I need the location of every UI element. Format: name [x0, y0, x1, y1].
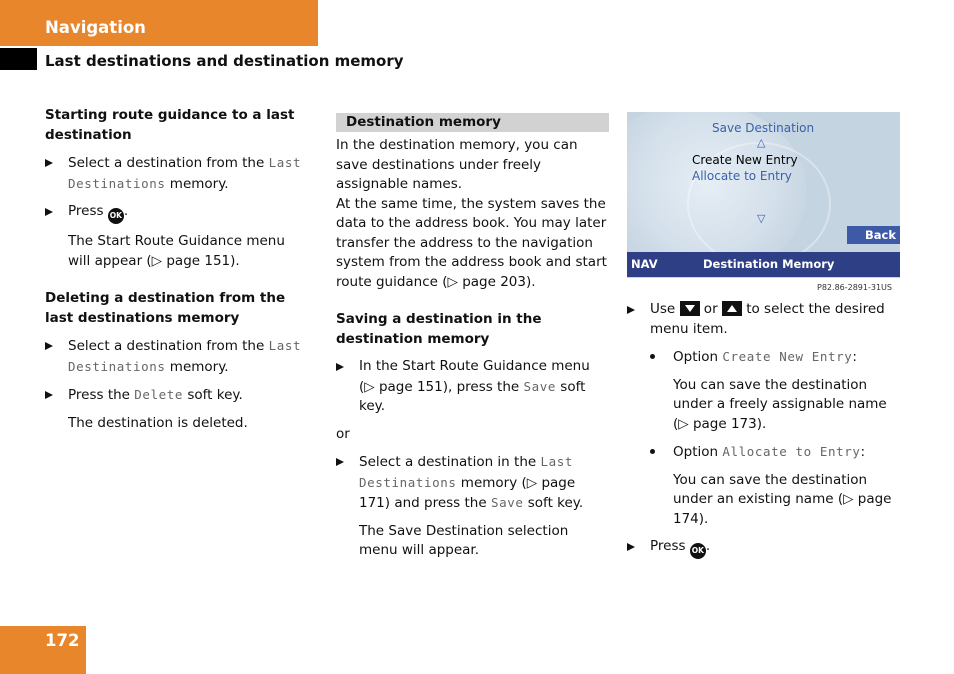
triangle-right-icon: [627, 306, 635, 314]
section-marker: [0, 48, 37, 70]
heading-saving-destination: Saving a destination in the destination memory: [336, 311, 542, 347]
save-menu-result: The Save Destination selection menu will appear.: [359, 522, 569, 558]
status-nav-label: NAV: [631, 257, 658, 271]
column-1: [45, 106, 307, 433]
triangle-right-icon: [45, 391, 53, 399]
step-select-destination: Select a destination from the Last Destinations memory.: [45, 153, 307, 194]
page-number: 172: [45, 631, 80, 650]
option-create-new-entry-desc: You can save the destination under a freely assignable name (▷ page 173).: [673, 376, 887, 432]
delete-result: The destination is deleted.: [68, 414, 248, 431]
scroll-down-icon: ▽: [757, 212, 766, 225]
bullet-dot-icon: [650, 449, 655, 454]
navigation-screen-image: [627, 112, 900, 278]
heading-deleting-destination: Deleting a destination from the last destinations memory: [45, 290, 286, 326]
section-header-destination-memory: Destination memory: [336, 113, 609, 132]
scroll-up-icon: △: [757, 136, 766, 149]
ok-button-icon: OK: [690, 543, 706, 559]
heading-start-route-guidance: Starting route guidance to a last destination: [45, 107, 295, 143]
chapter-title: Navigation: [45, 18, 146, 37]
image-reference-code: P82.86-2891-31US: [817, 283, 892, 292]
step-select-destination-delete: Select a destination from the Last Destinations memory.: [45, 336, 307, 377]
column-3: [627, 112, 900, 559]
menu-item-create-new-entry: Create New Entry: [692, 153, 798, 167]
status-title: Destination Memory: [703, 257, 835, 271]
screen-status-bar: [627, 252, 900, 277]
step-result: The Start Route Guidance menu will appear (▷ page 151).: [68, 233, 285, 269]
page-subtitle: Last destinations and destination memory: [45, 52, 404, 70]
intro-paragraph: In the destination memory, you can save destinations under freely assignable names.: [336, 137, 578, 192]
triangle-right-icon: [45, 208, 53, 216]
address-book-paragraph: At the same time, the system saves the data to the address book. You may later transfer the address to the navigation system from the address book and start route guidance (▷ page 203).: [336, 195, 607, 290]
or-separator: or: [336, 425, 350, 442]
up-arrow-key-icon: [722, 301, 742, 316]
step-press-ok: Press OK .: [45, 202, 307, 224]
step-press-save: In the Start Route Guidance menu (▷ page 151), press the Save soft key.: [336, 357, 609, 417]
option-allocate-to-entry: Option Allocate to Entry:: [627, 442, 900, 463]
step-press-ok-final: Press OK .: [627, 537, 900, 559]
option-allocate-to-entry-desc: You can save the destination under an existing name (▷ page 174).: [673, 471, 892, 527]
triangle-right-icon: [336, 458, 344, 466]
ok-button-icon: OK: [108, 208, 124, 224]
down-arrow-key-icon: [680, 301, 700, 316]
column-2: [336, 113, 609, 561]
back-softkey: Back: [847, 226, 900, 244]
triangle-right-icon: [336, 363, 344, 371]
bullet-dot-icon: [650, 354, 655, 359]
step-press-delete: Press the Delete soft key.: [45, 385, 307, 406]
step-use-arrow-keys: Use or to select the desired menu item.: [627, 300, 900, 339]
triangle-right-icon: [45, 342, 53, 350]
step-select-last-destination: Select a destination in the Last Destinations memory (▷ page 171) and press the Save soft key.: [336, 452, 609, 514]
screen-title: Save Destination: [712, 121, 815, 135]
triangle-right-icon: [45, 159, 53, 167]
triangle-right-icon: [627, 543, 635, 551]
option-create-new-entry: Option Create New Entry:: [627, 347, 900, 368]
menu-item-allocate-to-entry: Allocate to Entry: [692, 169, 792, 183]
